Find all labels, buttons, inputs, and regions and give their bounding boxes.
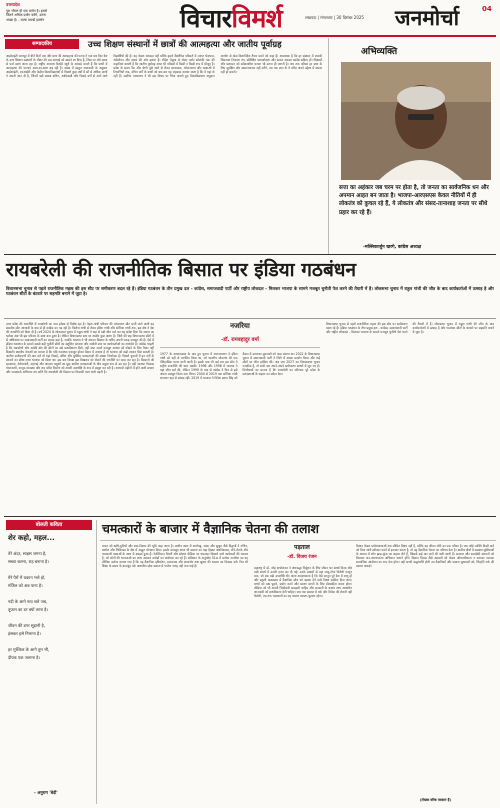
story2-author: -डॉ. विजय रंजन [287,555,317,560]
quote-box [328,38,497,254]
quote-portrait [341,62,491,180]
story2-rule [100,540,496,541]
poem-line: नदी के आगे नाव चले जब, [8,599,48,604]
column-label-box [160,322,320,343]
main-body-text-3: विधानसभा चुनाव से पहले राजनीतिक महत्व की इस सीट पर समीकरण बदल रहे हैं। इंडिया गठबंधन के तीन प्रमुख दल - कांग्रेस, समाजवादी पार्टी और राष्ट्रीय लोकदल - मिलकर भाजपा के सामने मजबूत चुनौती पेश करने की तैयारी में हैं। लोकसभा चुनाव में राहुल गांधी की जीत के बाद कार्यकर्ताओं में उत्साह है और गठबंधन सीटों के बंटवारे पर सहमति बनाने में जुटा है। [326,322,494,334]
poem-line: हंसकर इसे निभाना है। [8,631,41,636]
story2-col1 [102,544,248,802]
editorial-label-text: सम्पादकीय [32,41,52,47]
story2-body-text: भारत को ऋषि-मुनियों और ज्ञान-विज्ञान की भूमि कहा जाता है। प्राचीन काल में आर्यभट्ट, चरक और सुश्रुत जैसे विद्वानों ने गणित, खगोल और चिकित्सा के क्षेत्र में अद्भुत योगदान दिया। इसके बावजूद आज भी समाज का बड़ा हिस्सा अंधविश्वास, टोने-टोटके और चमत्कारी बाबाओं के जाल में उलझा हुआ है। टेलीविजन चैनलों और सोशल मीडिया पर चमत्कार दिखाने वाले कार्यक्रमों की भरमार है, जो लोगों की भावनाओं का लाभ उठाकर करोड़ों का कारोबार कर रहे हैं। संविधान के अनुच्छेद 51क में प्रत्येक नागरिक का यह मौलिक कर्तव्य बताया गया है कि वह वैज्ञानिक दृष्टिकोण, मानववाद और ज्ञानार्जन तथा सुधार की भावना का विकास करे। फिर भी शिक्षा के प्रसार के बावजूद तर्क आधारित सोच समाज में पर्याप्त जगह नहीं बना पाई है। [102,544,248,568]
column-label: नजरिया [230,322,250,330]
story2-headline: चमत्कारों के बाजार में वैज्ञानिक चेतना की तलाश [102,521,319,536]
poem-line [8,614,94,622]
column-author: -डॉ. रामबहादुर वर्मा [221,337,259,343]
quote-text: सत्ता का अहंकार जब चरम पर होता है, तो जनता का सार्वजनिक धन और अपमान आहत बन जाता है। भाजपा-आरएसएस केवल नीतियों में ही लोकतंत्र को कुचल रहे हैं, ये लोकतंत्र और संसद-तानाशाह जनता पर सीधे प्रहार कर रहे हैं। [339,185,489,216]
poem-line [8,638,94,646]
author-rule [160,347,320,348]
quote-box-label: अभिव्यक्ति [361,47,398,57]
edition-label: उत्तरप्रदेश [6,2,20,7]
poem-line: दीपक एक जलाना है। [8,655,40,660]
poem-line: मेरे पैरों में थकान भले हो, [8,575,46,580]
editorial-label [5,39,79,49]
story2-label-box [252,543,352,560]
brand-logo: जनमोर्चा [395,5,460,30]
poem-line [8,566,94,574]
main-body-text: उत्तर प्रदेश की राजनीति में रायबरेली का नाम हमेशा से विशेष रहा है। नेहरू-गांधी परिवार की परंपरागत सीट मानी जाने वाली यह संसदीय सीट आजादी के बाद से ही कांग्रेस का गढ़ रही है। फिरोज गांधी से लेकर इंदिरा गांधी और सोनिया गांधी तक, इस क्षेत्र ने देश की राजनीति को दिशा दी है। वर्ष 2024 के लोकसभा चुनाव में राहुल गांधी ने यहां से बड़ी जीत दर्ज कर यह संदेश दिया कि जनता का भरोसा अब भी इस परिवार के साथ बना हुआ है। लेकिन विधानसभा स्तर पर तस्वीर कुछ अलग है। जिले की छह विधानसभा सीटों में से अधिकांश पर समाजवादी पार्टी का प्रभाव बढ़ा है, जबकि भाजपा ने भी संगठन विस्तार के जरिए अपनी पकड़ मजबूत की है। ऐसे में इंडिया गठबंधन के सामने सबसे बड़ी चुनौती सीटों का संतुलित बंटवारा और जमीनी स्तर पर कार्यकर्ताओं का तालमेल है। कांग्रेस चाहती है कि रायबरेली और अमेठी क्षेत्र की सीटों पर उसे प्राथमिकता मिले, वहीं सपा अपने मजबूत आधार को छोड़ने के लिए तैयार नहीं दिखती। स्थानीय नेताओं का मानना है कि यदि गठबंधन एकजुट होकर मैदान में उतरता है तो भाजपा को कड़ी टक्कर मिल सकती है। जातीय समीकरणों की बात करें तो यहां पिछड़े, दलित और मुस्लिम मतदाताओं की संख्या निर्णायक है। पिछले चुनावों में इन वर्गों के बंटवारे का सीधा लाभ भाजपा को मिला था। इस बार विपक्ष इस बिखराव को रोकने की रणनीति पर काम कर रहा है। किसानों की समस्याएं, बेरोजगारी, महंगाई और आवारा पशुओं का मुद्दा ग्रामीण मतदाताओं के बीच प्रमुख रूप से उठ रहा है। वहीं भाजपा विकास योजनाओं, कानून-व्यवस्था और राम मंदिर निर्माण को अपनी उपलब्धि के रूप में प्रस्तुत कर रही है। आगामी महीनों में होने वाली सभाएं और जनसंपर्क अभियान तय करेंगे कि रायबरेली की बिसात पर किसकी चाल भारी पड़ती है। [6,322,154,374]
quote-attribution: -मल्लिकार्जुन खरगे, कांग्रेस अध्यक्ष [363,245,422,250]
poem-label [6,520,92,530]
main-body-text-2: 1977 के आपातकाल के बाद हुए चुनाव में राजनारायण ने इंदिरा गांधी को यहीं से पराजित किया था, जो भारतीय लोकतंत्र की एक ऐतिहासिक घटना मानी जाती है। इसके बाद भी कई बार इस सीट ने राष्ट्रीय राजनीति की धारा बदली। 1996 और 1998 में भाजपा ने यहां जीत दर्ज की, लेकिन 1999 के बाद से कांग्रेस ने फिर से इसे अपना मजबूत किला बना लिया। 2004 से 2019 तक सोनिया गांधी लगातार यहां से सांसद रहीं। 2019 में भाजपा ने दिनेश प्रताप सिंह को मैदान में उतारकर मुकाबले को कड़ा बनाया था। 2022 के विधानसभा चुनाव में समाजवादी पार्टी ने जिले में अच्छा प्रदर्शन किया और कई सीटों पर जीत हासिल की। अब जब 2027 का विधानसभा चुनाव नजदीक है, तो सभी दल अपने-अपने समीकरण साधने में जुट गए हैं। विश्लेषकों का मानना है कि रायबरेली का परिणाम पूरे प्रदेश के मतदाताओं के रुझान का संकेत देगा। [160,352,320,380]
story2-col2 [254,566,352,802]
lower-divider [4,516,496,517]
poem-line: हर मुश्किल के आगे तुम भी, [8,647,50,652]
section-title [180,1,282,35]
main-body-right [326,322,494,512]
editorial-body [6,54,322,176]
story2-body-text-3: विज्ञान केवल प्रयोगशालाओं तक सीमित विषय नहीं है, बल्कि यह जीवन जीने का एक तरीका है। जब कोई व्यक्ति किसी दावे को बिना जांचे स्वीकार करने से इनकार करता है, तो वह वैज्ञानिक चेतना का परिचय देता है। ग्रामीण क्षेत्रों में स्वास्थ्य सुविधाओं के अभाव में लोग झाड़-फूंक का सहारा लेते हैं, जिससे कई बार जानें भी चली जाती हैं। सरकार और स्वयंसेवी संगठनों को मिलकर जन-जागरूकता अभियान चलाने होंगे। विज्ञान दिवस जैसे अवसरों को केवल औपचारिकता न बनाकर व्यापक सामाजिक आंदोलन का रूप देना होगा। यही सच्ची श्रद्धांजलि होगी उन वैज्ञानिकों और समाज सुधारकों को, जिन्होंने तर्क की मशाल जलाई। [356,544,494,568]
page-number: 04 [482,5,492,13]
story2-column-label: पड़ताल [294,544,310,551]
main-body-mid [160,352,320,512]
poem-lines [8,550,94,662]
story2-col3 [356,544,494,794]
poem-line: जीवन की डगर सुहानी है, [8,623,46,628]
masthead-quote-line: अच्छा है। - राल्फ वाल्डो इमर्सन [6,17,45,22]
story2-footer-note: (लेखक वरिष्ठ पत्रकार हैं) [420,798,451,802]
poem-line: मंजिल को अब पाना है। [8,583,43,588]
poem-author: - अनुराग 'बेदी' [34,790,58,795]
main-body-left [6,322,154,512]
poem-line: सच्चा चलना, राह बनाना है। [8,559,49,564]
section-title-b: विमर्श [231,4,283,33]
main-intro-text: विधानसभा चुनाव से पहले राजनीतिक महत्व की इस सीट पर समीकरण बदल रहे हैं। इंडिया गठबंधन के तीन प्रमुख दल - कांग्रेस, समाजवादी पार्टी और राष्ट्रीय लोकदल - मिलकर भाजपा के सामने मजबूत चुनौती पेश करने की तैयारी में हैं। लोकसभा चुनाव में राहुल गांधी की जीत के बाद कार्यकर्ताओं में उत्साह है और गठबंधन सीटों के बंटवारे पर सहमति बनाने में जुटा है। [6,286,494,297]
poem-title: शेर कहो, महल... [8,534,55,542]
poem-line [8,590,94,598]
poem-box [4,520,97,804]
main-intro [6,286,494,316]
masthead-rule [4,35,496,37]
masthead [0,0,500,34]
editorial-headline: उच्च शिक्षण संस्थानों में छात्रों की आत्महत्या और जातीय पूर्वाग्रह [88,39,282,49]
editorial-body-text: आईआईटी कानपुर में बीते दिनों एक और छात्र की आत्महत्या की घटना ने एक बार फिर देश के उच्च शिक्षण संस्थानों के भीतर की उस सच्चाई को सामने ला दिया है, जिस पर लंबे समय से पर्दा डाला जाता रहा है। राष्ट्रीय अपराध रिकॉर्ड ब्यूरो के आंकड़े बताते हैं कि छात्रों में आत्महत्या की घटनाएं साल-दर-साल बढ़ रही हैं। संसद में प्रस्तुत जानकारी के अनुसार आईआईटी, एनआईटी और केंद्रीय विश्वविद्यालयों में पिछले कुछ वर्षों में सौ से अधिक छात्रों ने अपनी जान दी है, जिनमें बड़ी संख्या दलित, आदिवासी और पिछड़े वर्गों से आने वाले विद्यार्थियों की है। यह केवल आंकड़ा नहीं बल्कि हमारे शैक्षणिक परिसरों में व्याप्त भेदभाव, अकेलेपन और दबाव की ओर इशारा है। रोहित वेमुला से लेकर दर्शन सोलंकी तक की कहानियां बताती हैं कि जातीय पूर्वाग्रह आज भी परिसरों में किसी न किसी रूप में मौजूद है। प्रवेश के समय रैंक और श्रेणी पूछे जाने से लेकर छात्रावास, भोजनालय और कक्षाओं में टिप्पणियों तक, वंचित वर्गों के छात्रों को बार-बार यह एहसास कराया जाता है कि वे यहां के नहीं हैं। सर्वोच्च न्यायालय ने भी इस विषय पर चिंता जताते हुए विश्वविद्यालय अनुदान आयोग से ठोस दिशानिर्देश तैयार करने को कहा है। आवश्यक है कि हर संस्थान में प्रभावी शिकायत निवारण तंत्र, प्रशिक्षित परामर्शदाता और समान अवसर प्रकोष्ठ सक्रिय हों। शिक्षकों और प्रशासन को संवेदनशील बनाना भी उतना ही जरूरी है। जब तक परिसर हर छात्र के लिए सुरक्षित और सम्मानजनक नहीं बनेंगे, तब तक ज्ञान के ये मंदिर अपने उद्देश्य में सफल नहीं हो सकते। [6,54,322,78]
poem-line: तूफान का डर क्यों लाना है। [8,607,48,612]
section-title-a: विचार [180,4,232,33]
city-date: लखनऊ | मंगलवार | 30 दिसंबर 2025 [305,15,364,20]
main-headline: रायबरेली की राजनीतिक बिसात पर इंडिया गठबंधन [6,259,357,281]
masthead-quote-line: पूरा जीवन ही एक प्रयोग है। इससे [6,9,47,13]
intro-divider [4,318,496,319]
portrait-image [341,62,491,180]
story2-body-text-2: महाराष्ट्र में डॉ. नरेंद्र दाभोलकर ने अंधश्रद्धा निर्मूलन के लिए जीवन भर संघर्ष किया और उसी संघर्ष में उनकी हत्या कर दी गई। उनके प्रयासों से वहां जादू-टोना विरोधी कानून बना, जो एक बड़ी उपलब्धि थी। आज आवश्यकता है कि ऐसे कानून पूरे देश में लागू हों और स्कूली पाठ्यक्रम में वैज्ञानिक सोच को बढ़ावा देने वाले विषय शामिल किए जाएं। बच्चों को प्रश्न पूछने, प्रयोग करने और प्रमाण मांगने के लिए प्रोत्साहित करना होगा। मीडिया को भी अपनी जिम्मेदारी समझनी चाहिए और सनसनी के बजाय तथ्य आधारित जानकारी को प्राथमिकता देनी चाहिए। जब तक समाज में तर्क और विवेक की रोशनी नहीं फैलेगी, तब तक चमत्कारों का यह बाजार फलता-फूलता रहेगा। [254,566,352,598]
section-divider [4,254,496,255]
poem-line: तेरे अंदर, साहस जगना है, [8,551,47,556]
masthead-quote [6,9,76,22]
poem-label-text: बोलती कविता [35,522,63,528]
masthead-quote-line: जितने अधिक प्रयोग करेंगे, उतना [6,13,46,18]
